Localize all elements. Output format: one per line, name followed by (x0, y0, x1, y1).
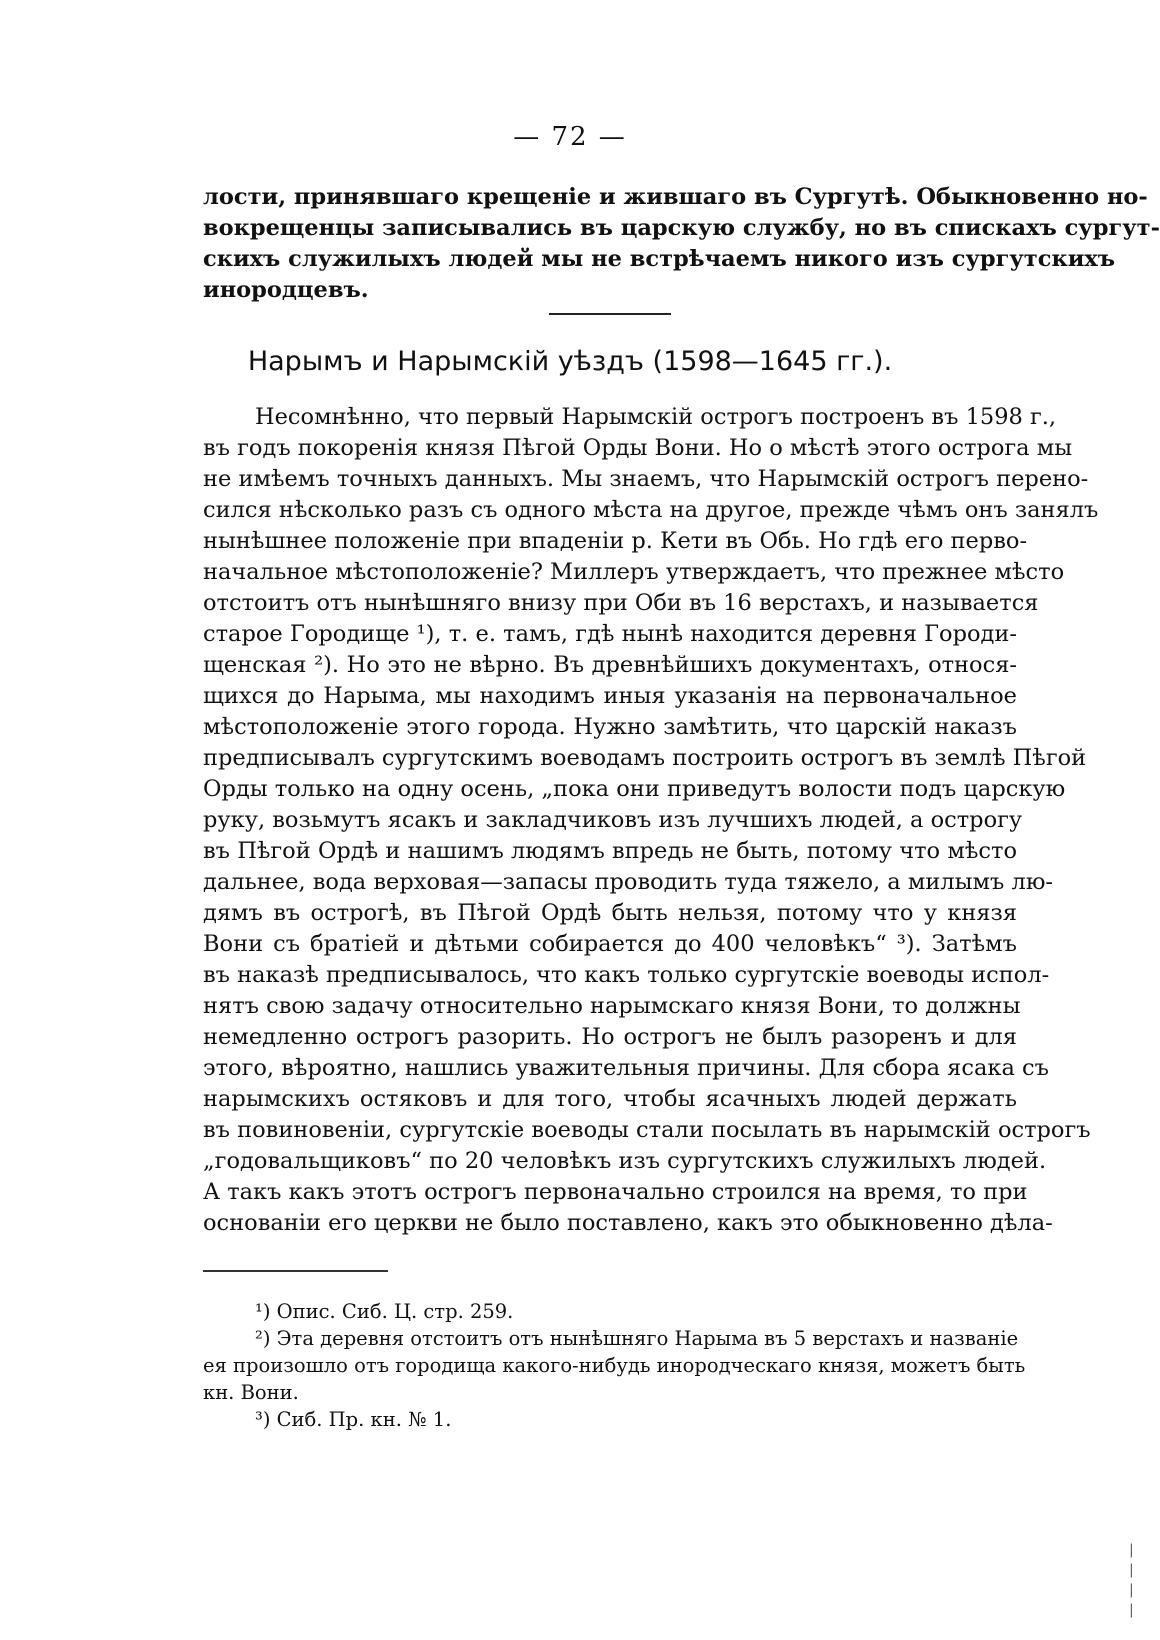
body-line: дямъ въ острогѣ, въ Пѣгой Ордѣ быть нельзя, потому что у князя (203, 900, 1017, 926)
body-line: въ повиновеніи, сургутскіе воеводы стали посылать въ нарымскій острогъ (203, 1117, 1091, 1143)
intro-line: инородцевъ. (203, 277, 369, 303)
body-line: этого, вѣроятно, нашлись уважительныя причины. Для сбора ясака съ (203, 1055, 1049, 1081)
intro-line: лости, принявшаго крещеніе и жившаго въ Сургутѣ. Обыкновенно но- (203, 184, 1148, 210)
footnote-1: ¹) Опис. Сиб. Ц. стр. 259. (255, 1300, 514, 1323)
body-line: Орды только на одну осень, „пока они приведутъ волости подъ царскую (203, 776, 1066, 802)
body-paragraph (203, 402, 1099, 1239)
body-line: нятъ свою задачу относительно нарымскаго князя Вони, то должны (203, 993, 1021, 1019)
intro-line: вокрещенцы записывались въ царскую службу, но въ спискахъ сургут- (203, 215, 1160, 241)
footnote-rule (203, 1270, 388, 1272)
body-line: основаніи его церкви не было поставлено, какъ это обыкновенно дѣла- (203, 1210, 1053, 1236)
footnote-2-continuation: ея произошло отъ городища какого-нибудь инородческаго князя, можетъ быть (203, 1354, 1026, 1377)
body-line: руку, возьмутъ ясакъ и закладчиковъ изъ лучшихъ людей, а острогу (203, 807, 1023, 833)
body-line: щенская ²). Но это не вѣрно. Въ древнѣйшихъ документахъ, относя- (203, 652, 1017, 678)
section-heading: Нарымъ и Нарымскій уѣздъ (1598—1645 гг.). (247, 346, 893, 377)
body-line: въ годъ покоренія князя Пѣгой Орды Вони. Но о мѣстѣ этого острога мы (203, 435, 1073, 461)
body-line: Вони съ братіей и дѣтьми собирается до 400 человѣкъ“ ³). Затѣмъ (203, 931, 1017, 957)
body-line: старое Городище ¹), т. е. тамъ, гдѣ нынѣ находится деревня Городи- (203, 621, 1017, 647)
body-line: предписывалъ сургутскимъ воеводамъ построить острогъ въ землѣ Пѣгой (203, 745, 1087, 771)
page-number: — 72 — (513, 122, 627, 152)
body-line: нарымскихъ остяковъ и для того, чтобы ясачныхъ людей держать (203, 1086, 1017, 1112)
body-line: „годовальщиковъ“ по 20 человѣкъ изъ сургутскихъ служилыхъ людей. (203, 1148, 1047, 1174)
body-line: въ наказѣ предписывалось, что какъ только сургутскіе воеводы испол- (203, 962, 1050, 988)
section-separator (549, 313, 671, 315)
body-line: мѣстоположеніе этого города. Нужно замѣтить, что царскій наказъ (203, 714, 1017, 740)
body-line: Несомнѣнно, что первый Нарымскій острогъ построенъ въ 1598 г., (255, 404, 1057, 430)
footnote-3: ³) Сиб. Пр. кн. № 1. (255, 1408, 452, 1431)
footnote-2-continuation: кн. Вони. (203, 1381, 299, 1404)
body-line: щихся до Нарыма, мы находимъ иныя указанія на первоначальное (203, 683, 1017, 709)
scan-edge-marks: | | | | (1129, 1542, 1134, 1618)
footnote-2: ²) Эта деревня отстоитъ отъ нынѣшняго Нарыма въ 5 верстахъ и названіе (255, 1327, 1019, 1350)
body-line: въ Пѣгой Ордѣ и нашимъ людямъ впредь не быть, потому что мѣсто (203, 838, 1017, 864)
body-line: нынѣшнее положеніе при впаденіи р. Кети въ Обь. Но гдѣ его перво- (203, 528, 1028, 554)
footnotes (203, 1298, 1026, 1433)
body-line: начальное мѣстоположеніе? Миллеръ утверждаетъ, что прежнее мѣсто (203, 559, 1065, 585)
body-line: сился нѣсколько разъ съ одного мѣста на другое, прежде чѣмъ онъ занялъ (203, 497, 1099, 523)
body-line: немедленно острогъ разорить. Но острогъ не былъ разоренъ и для (203, 1024, 1017, 1050)
body-line: не имѣемъ точныхъ данныхъ. Мы знаемъ, что Нарымскій острогъ перено- (203, 466, 1089, 492)
body-line: А такъ какъ этотъ острогъ первоначально строился на время, то при (203, 1179, 1028, 1205)
body-line: отстоитъ отъ нынѣшняго внизу при Оби въ 16 верстахъ, и называется (203, 590, 1039, 616)
intro-paragraph (203, 182, 1160, 306)
intro-line: скихъ служилыхъ людей мы не встрѣчаемъ никого изъ сургутскихъ (203, 246, 1116, 272)
body-line: дальнее, вода верховая—запасы проводить туда тяжело, а милымъ лю- (203, 869, 1054, 895)
